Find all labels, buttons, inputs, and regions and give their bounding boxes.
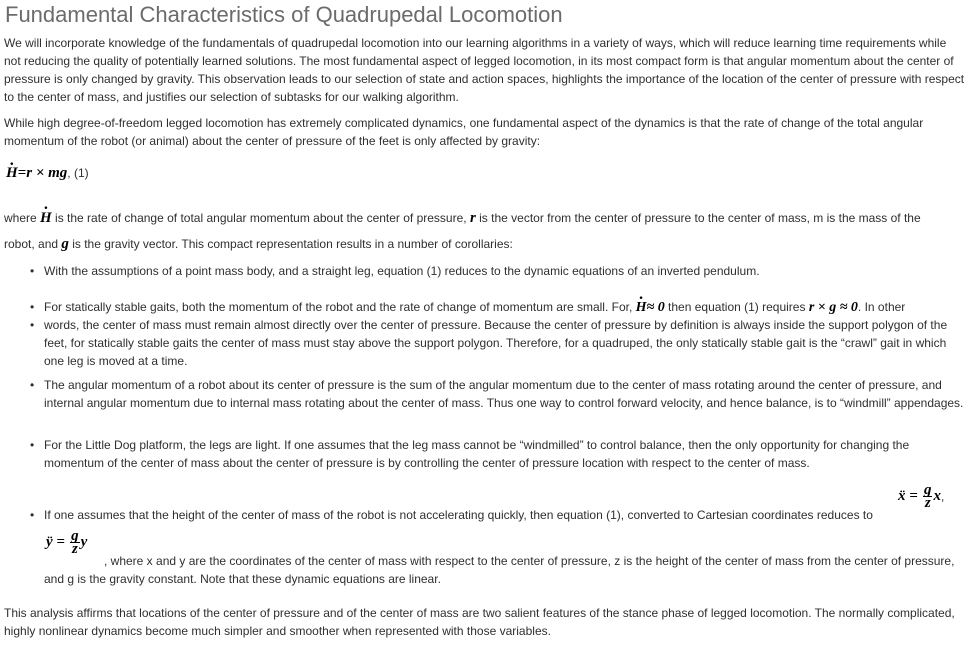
intro-paragraph: We will incorporate knowledge of the fundamentals of quadrupedal locomotion into our learning algorithms in a variety of ways, which will reduce learning time requirements while not reducing the quality of potentially learned solutions. The most fundamental aspect of legged locomotion, in its most compact form is that angular momentum about the center of pressure is only changed by gravity. This observation leads to our selection of state and action spaces, highlights the importance of the location of the center of pressure with respect to the center of mass, and justifies our selection of subtasks for our walking algorithm. (4, 36, 965, 104)
h-dot-inline: · H (40, 209, 52, 227)
where-text-5: is the gravity vector. This compact representation results in a number of corollaries: (68, 237, 513, 251)
list-item (44, 298, 968, 317)
list-item-continuation (44, 316, 968, 370)
fraction-denominator: z (71, 541, 78, 557)
y-variable: y (80, 534, 88, 551)
r-cross-g-approx-zero: r × g ≈ 0 (808, 300, 858, 315)
r-vector-inline: r (469, 210, 476, 226)
x-variable: x (933, 488, 941, 505)
bullet-2-text-d: words, the center of mass must remain almost directly over the center of pressure. Because the center of pressure by definition is always inside the support polygon of the feet, for statically stable gaits the center of mass must stay above the support polygon. Therefore, for a quadruped, the only statically stable gait is the “crawl” gait in which one leg is moved at a time. (44, 318, 948, 368)
fraction-denominator: z (924, 495, 931, 511)
h-dot-symbol: · H (6, 165, 18, 182)
equation-1-label: , (1) (67, 166, 89, 180)
where-text-4: robot, and (4, 237, 62, 251)
where-paragraph-line2 (4, 235, 970, 253)
bullet-2-text-c: . In other (857, 300, 906, 314)
list-item (44, 376, 968, 412)
bullet-5-text-b: , where x and y are the coordinates of the center of mass with respect to the center of pressure, z is the height of the center of mass from the center of pressure, (104, 554, 955, 568)
list-item (44, 262, 968, 280)
x-ddot-lhs: ẍ = (898, 488, 918, 505)
bullet-5-text-a: If one assumes that the height of the center of mass of the robot is not accelerating quickly, then equation (1), converted to Cartesian coordinates reduces to (44, 508, 873, 522)
g-over-z-fraction (923, 484, 933, 509)
where-text-1: where (4, 211, 41, 225)
where-paragraph (4, 209, 970, 227)
page-title: Fundamental Characteristics of Quadrupedal Locomotion (5, 2, 563, 27)
h-dot-bullet: · H (636, 299, 647, 317)
comma: , (940, 489, 945, 504)
g-over-z-fraction (70, 530, 80, 555)
bullet-3-text: The angular momentum of a robot about its center of pressure is the sum of the angular momentum due to the center of mass rotating around the center of pressure, and internal angular momentum due to internal mass rotating about the center of mass. Thus one way to control forward velocity, and hence balance, is to “windmill” appendages. (44, 378, 964, 410)
conclusion-paragraph: This analysis affirms that locations of the center of pressure and of the center of mass are two salient features of the stance phase of legged locomotion. The normally complicated, highly nonlinear dynamics become much simpler and smoother when represented with those variables. (4, 606, 955, 638)
where-text-3: is the vector from the center of pressure to the center of mass, m is the mass of the (475, 211, 921, 225)
list-item (44, 436, 968, 472)
approx-zero: ≈ 0 (646, 300, 665, 315)
bullet-5-text-c: and g is the gravity constant. Note that these dynamic equations are linear. (44, 572, 441, 586)
y-equation (46, 530, 87, 555)
fraction-numerator: g (71, 528, 79, 544)
g-vector-inline: g (61, 236, 69, 252)
equation-1-rhs: r × mg (26, 165, 68, 181)
bullet-2-text-a: For statically stable gaits, both the momentum of the robot and the rate of change of momentum are small. For, (44, 300, 636, 314)
bullet-4-text: For the Little Dog platform, the legs are light. If one assumes that the leg mass cannot be “windmilled” to control balance, then the only opportunity for changing the momentum of the center of mass about the center of pressure is by controlling the center of pressure location with respect to the center of mass. (44, 438, 910, 470)
bullet-1-text: With the assumptions of a point mass body, and a straight leg, equation (1) reduces to the dynamic equations of an inverted pendulum. (44, 264, 760, 278)
equation-1 (6, 164, 89, 182)
fraction-numerator: g (923, 482, 932, 498)
where-text-2: is the rate of change of total angular momentum about the center of pressure, (51, 211, 470, 225)
list-item (44, 506, 894, 524)
equals-sign: = (17, 165, 27, 181)
y-ddot-lhs: ÿ = (46, 534, 65, 551)
x-equation (898, 484, 944, 509)
dynamics-paragraph: While high degree-of-freedom legged locomotion has extremely complicated dynamics, one fundamental aspect of the dynamics is that the rate of change of the total angular momentum of the robot (or animal) about the center of pressure of the feet is only affected by gravity: (4, 116, 924, 148)
bullet-2-text-b: then equation (1) requires (664, 300, 809, 314)
